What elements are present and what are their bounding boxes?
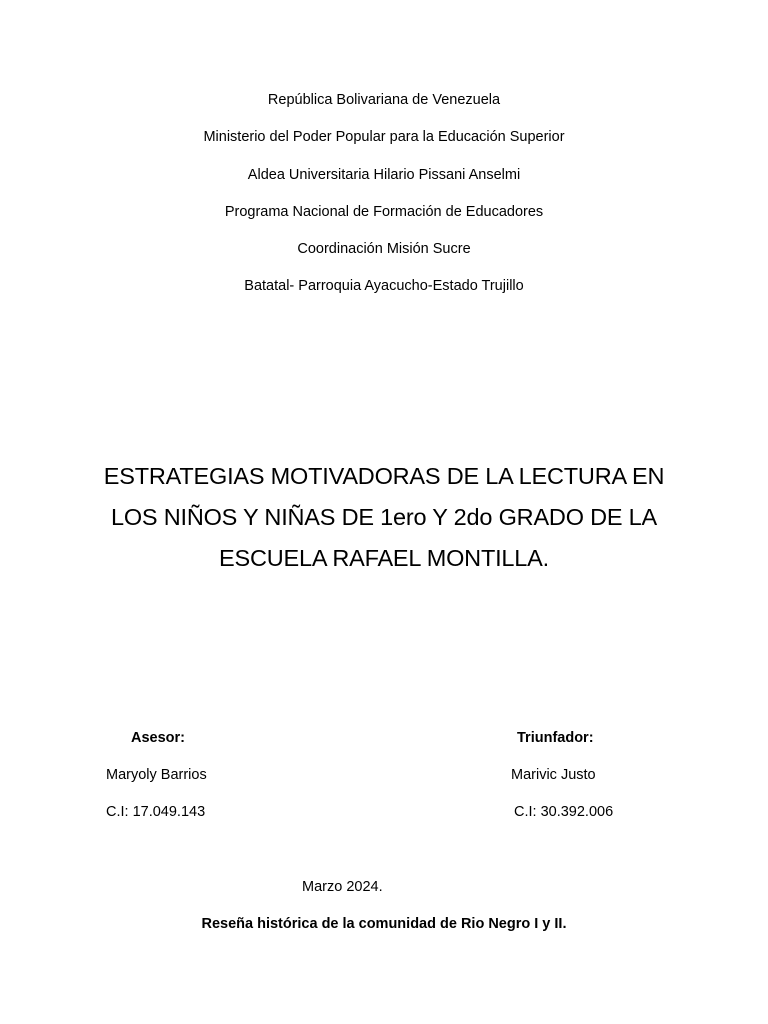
title-line: ESCUELA RAFAEL MONTILLA. <box>219 545 549 571</box>
student-block <box>511 728 613 839</box>
document-title <box>84 456 684 579</box>
header-line-aldea: Aldea Universitaria Hilario Pissani Anselmi <box>247 166 521 183</box>
student-name: Marivic Justo <box>511 767 596 783</box>
advisor-ci: C.I: 17.049.143 <box>106 804 206 820</box>
advisor-name: Maryoly Barrios <box>106 767 207 783</box>
advisor-role-label: Asesor: <box>131 730 185 746</box>
header-line-program: Programa Nacional de Formación de Educadores <box>224 203 544 220</box>
student-ci: C.I: 30.392.006 <box>514 804 614 820</box>
title-line: LOS NIÑOS Y NIÑAS DE 1ero Y 2do GRADO DE LA <box>110 504 658 530</box>
header-line-ministry: Ministerio del Poder Popular para la Educación Superior <box>203 129 565 146</box>
advisor-block <box>106 728 207 839</box>
title-line: ESTRATEGIAS MOTIVADORAS DE LA LECTURA EN <box>103 463 665 489</box>
header-line-republic: República Bolivariana de Venezuela <box>267 92 501 108</box>
header-line-location: Batatal- Parroquia Ayacucho-Estado Trujillo <box>244 278 524 295</box>
header-line-coordination: Coordinación Misión Sucre <box>297 241 471 258</box>
student-role-label: Triunfador: <box>517 730 594 746</box>
institution-header <box>0 88 768 312</box>
section-heading: Reseña histórica de la comunidad de Rio Negro I y II. <box>201 916 567 932</box>
document-date: Marzo 2024. <box>302 879 383 895</box>
